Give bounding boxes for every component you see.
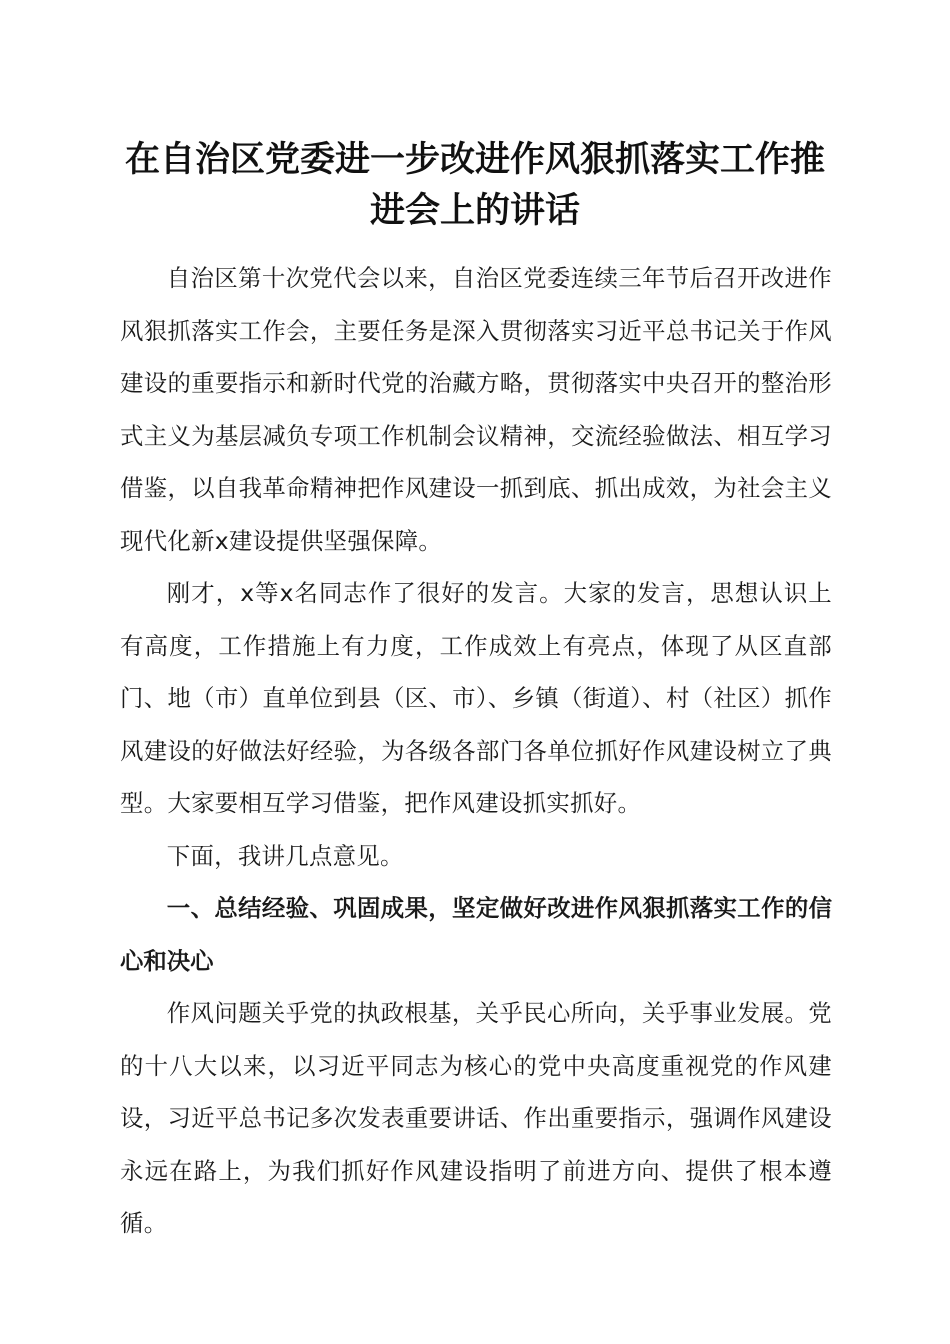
paragraph-intro: 自治区第十次党代会以来，自治区党委连续三年节后召开改进作风狠抓落实工作会，主要任务是深入贯彻落实习近平总书记关于作风建设的重要指示和新时代党的治藏方略，贯彻落实中央召开的整治形式主义为基层减负专项工作机制会议精神，交流经验做法、相互学习借鉴，以自我革命精神把作风建设一抓到底、抓出成效，为社会主义现代化新x建设提供坚强保障。 — [120, 264, 832, 555]
title-line-1: 在自治区党委进一步改进作风狠抓落实工作推 — [124, 139, 825, 180]
paragraph-speeches: 刚才，x等x名同志作了很好的发言。大家的发言，思想认识上有高度，工作措施上有力度，工作成效上有亮点，体现了从区直部门、地（市）直单位到县（区、市）、乡镇（街道）、村（社区）抓作风建设的好做法好经验，为各级各部门各单位抓好作风建设树立了典型。大家要相互学习借鉴，把作风建设抓实抓好。 — [120, 579, 832, 817]
document-title — [100, 134, 850, 236]
title-line-2: 进会上的讲话 — [369, 190, 580, 231]
paragraph-opinions: 下面，我讲几点意见。 — [166, 841, 404, 870]
paragraph-section-1: 作风问题关乎党的执政根基，关乎民心所向，关乎事业发展。党的十八大以来，以习近平同志为核心的党中央高度重视党的作风建设，习近平总书记多次发表重要讲话、作出重要指示，强调作风建设永远在路上，为我们抓好作风建设指明了前进方向、提供了根本遵循。 — [120, 999, 832, 1237]
document-body — [120, 252, 832, 1250]
section-heading-1: 一、总结经验、巩固成果，坚定做好改进作风狠抓落实工作的信心和决心 — [120, 894, 832, 975]
